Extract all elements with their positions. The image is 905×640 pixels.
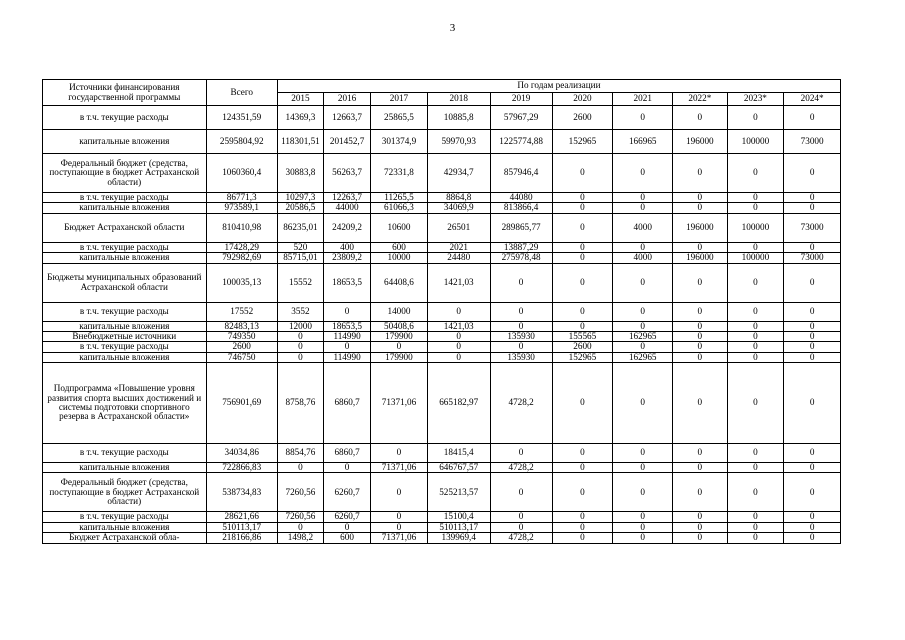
year-value-2018: 525213,57 <box>427 473 490 512</box>
year-value-2024: 0 <box>784 106 841 130</box>
year-value-2024: 0 <box>784 473 841 512</box>
year-value-2018: 0 <box>427 302 490 321</box>
year-value-2016: 0 <box>323 463 370 473</box>
year-value-2015: 7260,56 <box>277 473 323 512</box>
year-value-2023: 0 <box>727 463 784 473</box>
year-value-2019: 0 <box>490 522 552 532</box>
source-label: в т.ч. текущие расходы <box>43 342 207 352</box>
year-value-2022: 0 <box>673 444 728 463</box>
year-value-2022: 196000 <box>673 130 728 154</box>
year-value-2016: 56263,7 <box>323 154 370 193</box>
year-value-2018: 665182,97 <box>427 363 490 444</box>
year-value-2016: 0 <box>323 302 370 321</box>
total-value: 1060360,4 <box>206 154 277 193</box>
year-value-2020: 0 <box>552 154 613 193</box>
year-value-2023: 0 <box>727 242 784 252</box>
header-year-8: 2022* <box>673 93 728 106</box>
year-value-2018: 18415,4 <box>427 444 490 463</box>
year-value-2023: 0 <box>727 331 784 341</box>
year-value-2015: 15552 <box>277 263 323 302</box>
year-value-2021: 4000 <box>613 253 673 263</box>
table-row <box>43 352 841 362</box>
year-value-2017: 0 <box>371 512 428 522</box>
year-value-2016: 0 <box>323 342 370 352</box>
year-value-2023: 0 <box>727 473 784 512</box>
year-value-2015: 10297,3 <box>277 193 323 203</box>
table-row <box>43 154 841 193</box>
year-value-2021: 0 <box>613 342 673 352</box>
total-value: 2600 <box>206 342 277 352</box>
year-value-2015: 0 <box>277 342 323 352</box>
year-value-2023: 0 <box>727 342 784 352</box>
year-value-2023: 0 <box>727 106 784 130</box>
year-value-2021: 0 <box>613 522 673 532</box>
source-label: Бюджет Астраханской обла- <box>43 533 207 543</box>
year-value-2016: 44000 <box>323 203 370 213</box>
year-value-2023: 0 <box>727 263 784 302</box>
year-value-2018: 10885,8 <box>427 106 490 130</box>
source-label: капитальные вложения <box>43 253 207 263</box>
year-value-2024: 73000 <box>784 213 841 242</box>
year-value-2015: 3552 <box>277 302 323 321</box>
year-value-2019: 0 <box>490 263 552 302</box>
table-row <box>43 331 841 341</box>
year-value-2020: 152965 <box>552 352 613 362</box>
table-row <box>43 193 841 203</box>
year-value-2024: 0 <box>784 363 841 444</box>
year-value-2024: 0 <box>784 512 841 522</box>
year-value-2022: 0 <box>673 522 728 532</box>
year-value-2015: 8758,76 <box>277 363 323 444</box>
year-value-2020: 0 <box>552 444 613 463</box>
page-number: 3 <box>449 22 456 34</box>
year-value-2016: 23809,2 <box>323 253 370 263</box>
year-value-2015: 12000 <box>277 321 323 331</box>
year-value-2016: 114990 <box>323 352 370 362</box>
year-value-2019: 0 <box>490 512 552 522</box>
year-value-2016: 6260,7 <box>323 473 370 512</box>
total-value: 28621,66 <box>206 512 277 522</box>
year-value-2018: 1421,03 <box>427 263 490 302</box>
year-value-2017: 179900 <box>371 352 428 362</box>
year-value-2016: 12663,7 <box>323 106 370 130</box>
total-value: 100035,13 <box>206 263 277 302</box>
year-value-2015: 0 <box>277 331 323 341</box>
year-value-2016: 18653,5 <box>323 263 370 302</box>
year-value-2023: 0 <box>727 512 784 522</box>
total-value: 34034,86 <box>206 444 277 463</box>
year-value-2018: 0 <box>427 352 490 362</box>
year-value-2022: 0 <box>673 342 728 352</box>
table-row <box>43 533 841 543</box>
year-value-2020: 0 <box>552 321 613 331</box>
year-value-2020: 0 <box>552 193 613 203</box>
year-value-2018: 8864,8 <box>427 193 490 203</box>
year-value-2022: 0 <box>673 154 728 193</box>
year-value-2024: 0 <box>784 444 841 463</box>
source-label: в т.ч. текущие расходы <box>43 512 207 522</box>
year-value-2017: 71371,06 <box>371 463 428 473</box>
year-value-2022: 0 <box>673 321 728 331</box>
header-total: Всего <box>206 80 277 106</box>
year-value-2019: 13887,29 <box>490 242 552 252</box>
year-value-2018: 646767,57 <box>427 463 490 473</box>
year-value-2018: 26501 <box>427 213 490 242</box>
year-value-2016: 201452,7 <box>323 130 370 154</box>
year-value-2021: 0 <box>613 203 673 213</box>
year-value-2015: 30883,8 <box>277 154 323 193</box>
year-value-2018: 24480 <box>427 253 490 263</box>
table-row <box>43 302 841 321</box>
year-value-2022: 0 <box>673 331 728 341</box>
table-body <box>43 106 841 544</box>
total-value: 756901,69 <box>206 363 277 444</box>
year-value-2020: 0 <box>552 512 613 522</box>
year-value-2019: 0 <box>490 321 552 331</box>
year-value-2017: 50408,6 <box>371 321 428 331</box>
year-value-2020: 0 <box>552 242 613 252</box>
year-value-2016: 6860,7 <box>323 363 370 444</box>
total-value: 810410,98 <box>206 213 277 242</box>
year-value-2021: 166965 <box>613 130 673 154</box>
year-value-2024: 0 <box>784 154 841 193</box>
year-value-2017: 0 <box>371 473 428 512</box>
year-value-2023: 100000 <box>727 213 784 242</box>
year-value-2021: 0 <box>613 106 673 130</box>
table-row <box>43 263 841 302</box>
header-year-10: 2024* <box>784 93 841 106</box>
year-value-2019: 57967,29 <box>490 106 552 130</box>
total-value: 722866,83 <box>206 463 277 473</box>
year-value-2023: 0 <box>727 154 784 193</box>
year-value-2015: 7260,56 <box>277 512 323 522</box>
year-value-2024: 0 <box>784 193 841 203</box>
year-value-2015: 86235,01 <box>277 213 323 242</box>
year-value-2016: 24209,2 <box>323 213 370 242</box>
financing-table <box>42 79 841 544</box>
table-row <box>43 213 841 242</box>
year-value-2017: 71371,06 <box>371 533 428 543</box>
year-value-2023: 100000 <box>727 130 784 154</box>
table-row <box>43 106 841 130</box>
year-value-2017: 0 <box>371 444 428 463</box>
year-value-2016: 6260,7 <box>323 512 370 522</box>
source-label: в т.ч. текущие расходы <box>43 242 207 252</box>
source-label: капитальные вложения <box>43 321 207 331</box>
year-value-2024: 0 <box>784 321 841 331</box>
year-value-2021: 0 <box>613 463 673 473</box>
year-value-2022: 0 <box>673 352 728 362</box>
year-value-2021: 0 <box>613 444 673 463</box>
header-year-2: 2016 <box>323 93 370 106</box>
year-value-2021: 0 <box>613 263 673 302</box>
year-value-2020: 0 <box>552 302 613 321</box>
year-value-2019: 0 <box>490 444 552 463</box>
source-label: Федеральный бюджет (средства, поступающие в бюджет Астраханской области) <box>43 473 207 512</box>
year-value-2015: 0 <box>277 522 323 532</box>
year-value-2016: 0 <box>323 522 370 532</box>
year-value-2017: 301374,9 <box>371 130 428 154</box>
year-value-2018: 42934,7 <box>427 154 490 193</box>
source-label: Бюджеты муниципальных образований Астраханской области <box>43 263 207 302</box>
year-value-2019: 44080 <box>490 193 552 203</box>
year-value-2024: 73000 <box>784 253 841 263</box>
year-value-2017: 10600 <box>371 213 428 242</box>
table-row <box>43 463 841 473</box>
year-value-2022: 0 <box>673 106 728 130</box>
table-row <box>43 242 841 252</box>
year-value-2023: 0 <box>727 533 784 543</box>
table-row <box>43 130 841 154</box>
total-value: 510113,17 <box>206 522 277 532</box>
year-value-2022: 0 <box>673 263 728 302</box>
year-value-2023: 0 <box>727 444 784 463</box>
header-row-1 <box>43 80 841 93</box>
table-row <box>43 321 841 331</box>
year-value-2015: 0 <box>277 463 323 473</box>
total-value: 792982,69 <box>206 253 277 263</box>
year-value-2018: 59970,93 <box>427 130 490 154</box>
year-value-2020: 0 <box>552 533 613 543</box>
year-value-2024: 0 <box>784 331 841 341</box>
year-value-2020: 0 <box>552 213 613 242</box>
source-label: капитальные вложения <box>43 522 207 532</box>
year-value-2022: 0 <box>673 302 728 321</box>
year-value-2021: 0 <box>613 242 673 252</box>
year-value-2024: 73000 <box>784 130 841 154</box>
year-value-2023: 0 <box>727 193 784 203</box>
year-value-2019: 4728,2 <box>490 533 552 543</box>
year-value-2019: 857946,4 <box>490 154 552 193</box>
year-value-2022: 0 <box>673 463 728 473</box>
year-value-2021: 0 <box>613 512 673 522</box>
year-value-2018: 34069,9 <box>427 203 490 213</box>
total-value: 973589,1 <box>206 203 277 213</box>
header-year-7: 2021 <box>613 93 673 106</box>
year-value-2024: 0 <box>784 522 841 532</box>
table-row <box>43 342 841 352</box>
year-value-2019: 135930 <box>490 331 552 341</box>
year-value-2019: 0 <box>490 302 552 321</box>
source-label: капитальные вложения <box>43 130 207 154</box>
year-value-2015: 520 <box>277 242 323 252</box>
source-label: Федеральный бюджет (средства, поступающие в бюджет Астраханской области) <box>43 154 207 193</box>
year-value-2015: 14369,3 <box>277 106 323 130</box>
year-value-2020: 2600 <box>552 342 613 352</box>
table-row <box>43 253 841 263</box>
header-year-5: 2019 <box>490 93 552 106</box>
year-value-2018: 2021 <box>427 242 490 252</box>
year-value-2019: 813866,4 <box>490 203 552 213</box>
year-value-2020: 0 <box>552 253 613 263</box>
total-value: 2595804,92 <box>206 130 277 154</box>
total-value: 86771,3 <box>206 193 277 203</box>
year-value-2018: 0 <box>427 331 490 341</box>
year-value-2015: 8854,76 <box>277 444 323 463</box>
total-value: 538734,83 <box>206 473 277 512</box>
year-value-2020: 0 <box>552 363 613 444</box>
year-value-2020: 155565 <box>552 331 613 341</box>
total-value: 17552 <box>206 302 277 321</box>
year-value-2017: 600 <box>371 242 428 252</box>
year-value-2018: 0 <box>427 342 490 352</box>
year-value-2021: 0 <box>613 473 673 512</box>
year-value-2020: 0 <box>552 263 613 302</box>
year-value-2015: 0 <box>277 352 323 362</box>
source-label: Подпрограмма «Повышение уровня развития спорта высших достижений и системы подготовки спортивного резерва в Астраханской области» <box>43 363 207 444</box>
year-value-2023: 0 <box>727 321 784 331</box>
year-value-2015: 118301,51 <box>277 130 323 154</box>
year-value-2020: 0 <box>552 473 613 512</box>
year-value-2018: 139969,4 <box>427 533 490 543</box>
year-value-2017: 25865,5 <box>371 106 428 130</box>
source-label: в т.ч. текущие расходы <box>43 193 207 203</box>
year-value-2017: 72331,8 <box>371 154 428 193</box>
year-value-2016: 18653,5 <box>323 321 370 331</box>
year-value-2021: 162965 <box>613 352 673 362</box>
year-value-2021: 0 <box>613 302 673 321</box>
total-value: 749350 <box>206 331 277 341</box>
source-label: капитальные вложения <box>43 203 207 213</box>
header-year-4: 2018 <box>427 93 490 106</box>
year-value-2017: 179900 <box>371 331 428 341</box>
year-value-2022: 0 <box>673 203 728 213</box>
table-row <box>43 363 841 444</box>
year-value-2023: 0 <box>727 522 784 532</box>
source-label: капитальные вложения <box>43 352 207 362</box>
header-years-group: По годам реализации <box>277 80 840 93</box>
total-value: 82483,13 <box>206 321 277 331</box>
table-row <box>43 203 841 213</box>
total-value: 124351,59 <box>206 106 277 130</box>
total-value: 746750 <box>206 352 277 362</box>
table-row <box>43 512 841 522</box>
year-value-2017: 10000 <box>371 253 428 263</box>
year-value-2015: 1498,2 <box>277 533 323 543</box>
header-year-6: 2020 <box>552 93 613 106</box>
year-value-2024: 0 <box>784 463 841 473</box>
year-value-2019: 1225774,88 <box>490 130 552 154</box>
year-value-2020: 152965 <box>552 130 613 154</box>
year-value-2016: 6860,7 <box>323 444 370 463</box>
year-value-2017: 11265,5 <box>371 193 428 203</box>
year-value-2015: 85715,01 <box>277 253 323 263</box>
source-label: Внебюджетные источники <box>43 331 207 341</box>
year-value-2017: 0 <box>371 342 428 352</box>
year-value-2021: 162965 <box>613 331 673 341</box>
table-row <box>43 522 841 532</box>
table-row <box>43 473 841 512</box>
year-value-2020: 0 <box>552 203 613 213</box>
year-value-2020: 0 <box>552 522 613 532</box>
year-value-2021: 0 <box>613 533 673 543</box>
source-label: в т.ч. текущие расходы <box>43 302 207 321</box>
year-value-2019: 0 <box>490 473 552 512</box>
total-value: 17428,29 <box>206 242 277 252</box>
year-value-2024: 0 <box>784 203 841 213</box>
header-source: Источники финансирования государственной программы <box>43 80 207 106</box>
year-value-2023: 0 <box>727 363 784 444</box>
year-value-2022: 0 <box>673 473 728 512</box>
year-value-2022: 0 <box>673 242 728 252</box>
year-value-2018: 510113,17 <box>427 522 490 532</box>
year-value-2019: 4728,2 <box>490 363 552 444</box>
year-value-2018: 15100,4 <box>427 512 490 522</box>
year-value-2023: 100000 <box>727 253 784 263</box>
header-year-9: 2023* <box>727 93 784 106</box>
header-year-3: 2017 <box>371 93 428 106</box>
year-value-2024: 0 <box>784 342 841 352</box>
year-value-2023: 0 <box>727 203 784 213</box>
year-value-2023: 0 <box>727 302 784 321</box>
year-value-2019: 135930 <box>490 352 552 362</box>
year-value-2019: 0 <box>490 342 552 352</box>
year-value-2022: 196000 <box>673 253 728 263</box>
year-value-2024: 0 <box>784 533 841 543</box>
year-value-2019: 275978,48 <box>490 253 552 263</box>
year-value-2021: 0 <box>613 193 673 203</box>
year-value-2016: 114990 <box>323 331 370 341</box>
year-value-2022: 0 <box>673 512 728 522</box>
year-value-2016: 12263,7 <box>323 193 370 203</box>
year-value-2021: 4000 <box>613 213 673 242</box>
table-row <box>43 444 841 463</box>
year-value-2022: 0 <box>673 193 728 203</box>
year-value-2016: 600 <box>323 533 370 543</box>
year-value-2023: 0 <box>727 352 784 362</box>
year-value-2017: 14000 <box>371 302 428 321</box>
year-value-2024: 0 <box>784 302 841 321</box>
year-value-2019: 4728,2 <box>490 463 552 473</box>
year-value-2024: 0 <box>784 242 841 252</box>
year-value-2020: 2600 <box>552 106 613 130</box>
year-value-2022: 0 <box>673 533 728 543</box>
year-value-2019: 289865,77 <box>490 213 552 242</box>
year-value-2020: 0 <box>552 463 613 473</box>
year-value-2016: 400 <box>323 242 370 252</box>
year-value-2015: 20586,5 <box>277 203 323 213</box>
year-value-2022: 196000 <box>673 213 728 242</box>
header-year-1: 2015 <box>277 93 323 106</box>
source-label: в т.ч. текущие расходы <box>43 444 207 463</box>
year-value-2017: 61066,3 <box>371 203 428 213</box>
year-value-2017: 64408,6 <box>371 263 428 302</box>
source-label: капитальные вложения <box>43 463 207 473</box>
year-value-2021: 0 <box>613 363 673 444</box>
source-label: в т.ч. текущие расходы <box>43 106 207 130</box>
year-value-2018: 1421,03 <box>427 321 490 331</box>
year-value-2017: 71371,06 <box>371 363 428 444</box>
year-value-2024: 0 <box>784 352 841 362</box>
year-value-2024: 0 <box>784 263 841 302</box>
year-value-2021: 0 <box>613 321 673 331</box>
year-value-2021: 0 <box>613 154 673 193</box>
year-value-2022: 0 <box>673 363 728 444</box>
year-value-2017: 0 <box>371 522 428 532</box>
source-label: Бюджет Астраханской области <box>43 213 207 242</box>
total-value: 218166,86 <box>206 533 277 543</box>
